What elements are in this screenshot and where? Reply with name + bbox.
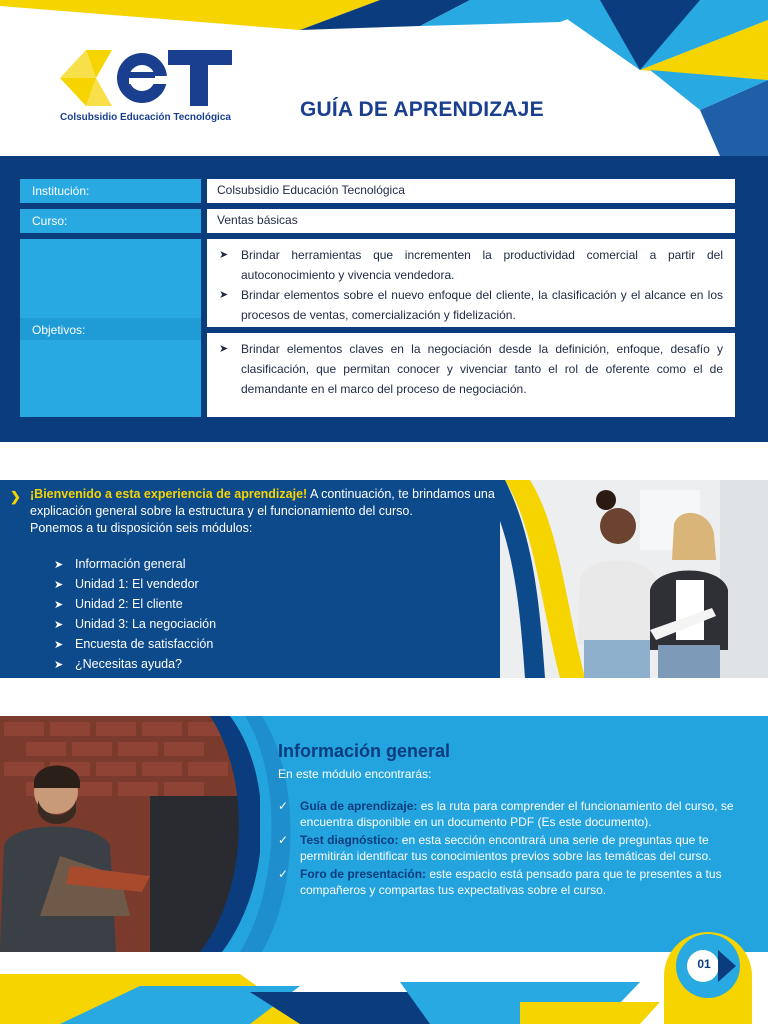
chevron-right-icon: ❯ [10, 489, 21, 504]
objective-item: ➤ Brindar elementos claves en la negociación desde la definición, enfoque, desafío y clasificación, que permitan conocer y vivenciar tanto el rol de oferente como el de demandante en el marco del proceso de negociación. [219, 339, 723, 399]
module-item: ➤ Encuesta de satisfacción [54, 637, 214, 651]
arrowhead-bullet-icon: ➤ [54, 578, 64, 591]
page-title: GUÍA DE APRENDIZAJE [300, 98, 544, 121]
objectives-box-1 [207, 239, 735, 327]
arrowhead-bullet-icon: ➤ [54, 638, 64, 651]
section-subtitle: En este módulo encontrarás: [278, 767, 432, 781]
module-list [54, 554, 216, 674]
welcome-body: A continuación, te brindamos una explicación general sobre la estructura y el funcionamiento del curso. [30, 487, 495, 518]
section-title: Información general [278, 741, 451, 761]
general-info-list [278, 798, 750, 900]
institution-value: Colsubsidio Educación Tecnológica [207, 179, 735, 203]
course-value: Ventas básicas [207, 209, 735, 233]
logo-caption: Colsubsidio Educación Tecnológica [60, 112, 231, 123]
arrowhead-bullet-icon: ➤ [54, 558, 64, 571]
check-icon: ✓ [278, 833, 289, 847]
welcome-highlight: ¡Bienvenido a esta experiencia de aprendizaje! [30, 487, 308, 501]
welcome-modules-intro: Ponemos a tu disposición seis módulos: [30, 521, 253, 535]
course-label: Curso: [20, 209, 201, 233]
arrowhead-bullet-icon: ➤ [54, 618, 64, 631]
arrowhead-bullet-icon: ➤ [54, 658, 64, 671]
objectives-box-2 [207, 333, 735, 417]
arrowhead-bullet-icon: ➤ [219, 249, 229, 261]
module-item: ➤ Unidad 1: El vendedor [54, 577, 199, 591]
module-item: ➤ Unidad 2: El cliente [54, 597, 183, 611]
module-item: ➤ Unidad 3: La negociación [54, 617, 217, 631]
list-item: ✓ Test diagnóstico: en esta sección encontrará una serie de preguntas que te permitirán identificar tus conocimientos previos sobre las temáticas del curso. [278, 833, 712, 863]
institution-label: Institución: [20, 179, 201, 203]
objective-item: ➤ Brindar elementos sobre el nuevo enfoque del cliente, la clasificación y el alcance en los procesos de ventas, comercialización y fidelización. [219, 285, 723, 325]
check-icon: ✓ [278, 799, 289, 813]
arrowhead-bullet-icon: ➤ [54, 598, 64, 611]
module-number: 01 [697, 957, 711, 971]
arrowhead-bullet-icon: ➤ [219, 343, 229, 355]
objective-item: ➤ Brindar herramientas que incrementen la productividad comercial a partir del autoconocimiento y vivencia vendedora. [219, 245, 723, 285]
arrowhead-bullet-icon: ➤ [219, 289, 229, 301]
check-icon: ✓ [278, 867, 289, 881]
list-item: ✓ Foro de presentación: este espacio está pensado para que te presentes a tus compañeros y compartas tus expectativas sobre el curso. [278, 867, 722, 897]
objectives-label: Objetivos: [20, 318, 201, 340]
module-item: ➤ ¿Necesitas ayuda? [54, 657, 183, 671]
welcome-message [30, 486, 520, 537]
list-item: ✓ Guía de aprendizaje: es la ruta para comprender el funcionamiento del curso, se encuentra disponible en un documento PDF (Es este documento). [278, 799, 734, 829]
footer-decoration [0, 952, 768, 1024]
module-item: ➤ Información general [54, 557, 186, 571]
